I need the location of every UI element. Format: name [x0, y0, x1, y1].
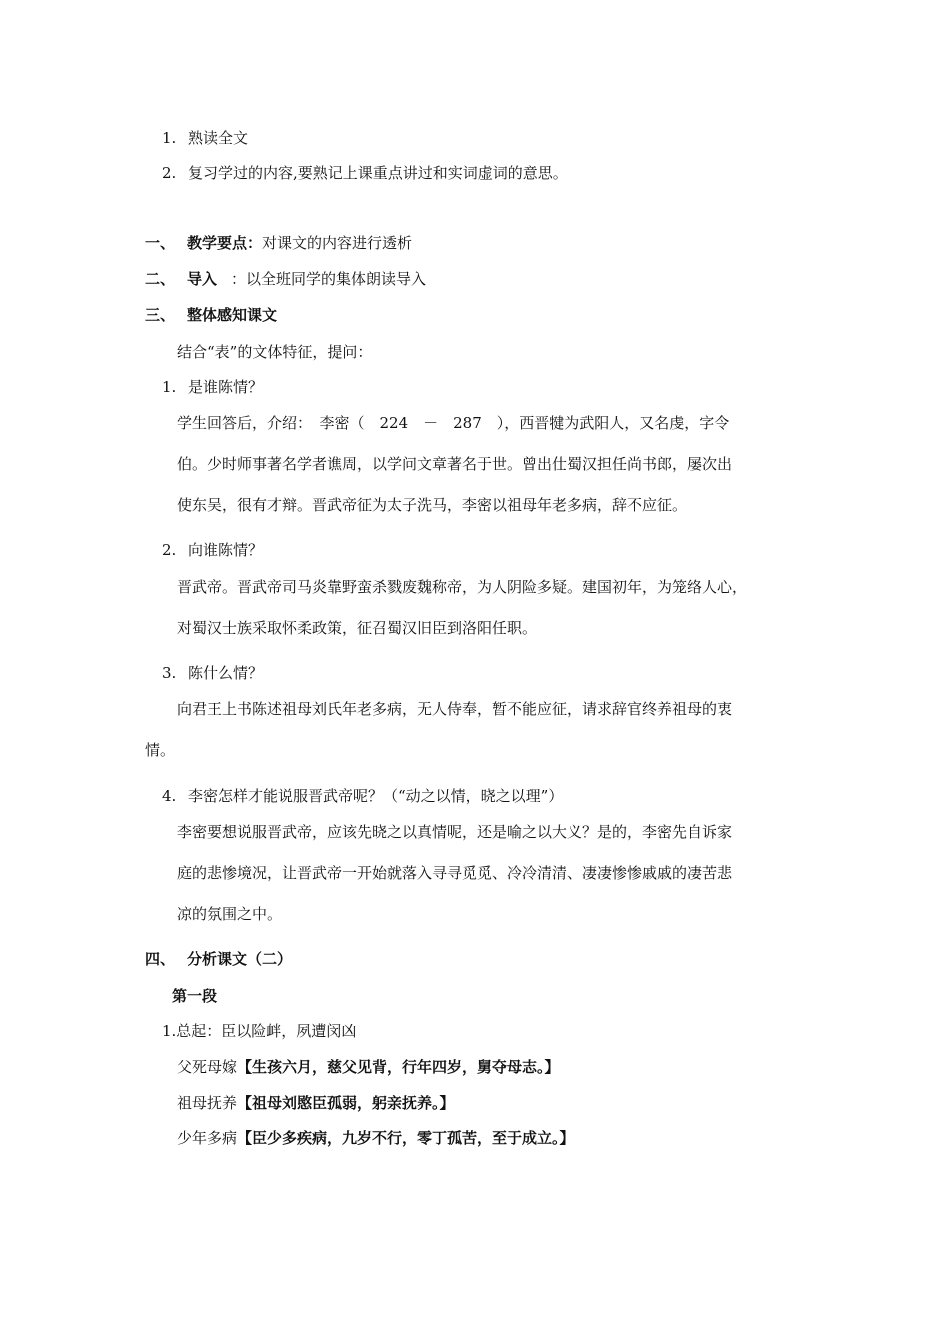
- prep-item-2: [162, 163, 568, 183]
- detail-label: 少年多病: [177, 1129, 238, 1147]
- detail-quote: 【臣少多疾病，九岁不行，零丁孤苦，至于成立。】: [237, 1129, 575, 1147]
- answer-line: 向君王上书陈述祖母刘氏年老多病，无人侍奉，暂不能应征，请求辞官终养祖母的衷: [177, 700, 733, 718]
- section-4: [145, 949, 292, 969]
- intro-text: 结合“表”的文体特征，提问：: [177, 343, 373, 361]
- prep-item-number: 1.: [162, 129, 177, 147]
- section-1: [145, 233, 412, 253]
- question-number: 1.: [162, 378, 177, 396]
- section-text: ：以全班同学的集体朗读导入: [231, 270, 427, 288]
- question-text: 向谁陈情？: [188, 541, 264, 559]
- answer-line: 庭的悲惨境况，让晋武帝一开始就落入寻寻觅觅、冷冷清清、凄凄惨惨戚戚的凄苦悲: [177, 864, 733, 882]
- answer-line: 情。: [145, 741, 176, 759]
- detail-item: [177, 1057, 560, 1077]
- section-number: 三、: [145, 306, 176, 324]
- question-number: 3.: [162, 664, 177, 682]
- paragraph-heading: 第一段: [172, 987, 218, 1005]
- prep-item-1: [162, 128, 248, 148]
- section-number: 一、: [145, 234, 176, 252]
- detail-quote: 【生孩六月，慈父见背，行年四岁，舅夺母志。】: [237, 1058, 560, 1076]
- answer-line: 李密要想说服晋武帝，应该先晓之以真情呢，还是喻之以大义？是的，李密先自诉家: [177, 823, 733, 841]
- answer-line: 伯。少时师事著名学者谯周，以学问文章著名于世。曾出仕蜀汉担任尚书郎，屡次出: [177, 455, 733, 473]
- question-number: 2.: [162, 541, 177, 559]
- section-number: 二、: [145, 270, 176, 288]
- question-3: [162, 663, 263, 683]
- answer-line: 晋武帝。晋武帝司马炎靠野蛮杀戮废魏称帝，为人阴险多疑。建国初年，为笼络人心，: [177, 578, 748, 596]
- prep-item-text: 复习学过的内容,要熟记上课重点讲过和实词虚词的意思。: [188, 164, 568, 182]
- detail-item: [177, 1093, 455, 1113]
- answer-line: 对蜀汉士族采取怀柔政策，征召蜀汉旧臣到洛阳任职。: [177, 619, 538, 637]
- prep-item-number: 2.: [162, 164, 177, 182]
- detail-item: [177, 1128, 575, 1148]
- question-text: 李密怎样才能说服晋武帝呢？（“动之以情，晓之以理”）: [188, 787, 564, 805]
- detail-quote: 【祖母刘愍臣孤弱，躬亲抚养。】: [237, 1094, 455, 1112]
- section-title: 整体感知课文: [187, 306, 278, 324]
- answer-line: 凉的氛围之中。: [177, 905, 283, 923]
- section-3: [145, 305, 277, 325]
- prep-item-text: 熟读全文: [188, 129, 249, 147]
- section-number: 四、: [145, 950, 176, 968]
- question-1: [162, 377, 263, 397]
- section-text: 对课文的内容进行透析: [262, 234, 413, 252]
- question-text: 陈什么情？: [188, 664, 264, 682]
- question-text: 是谁陈情？: [188, 378, 264, 396]
- answer-line: 学生回答后，介绍： 李密（ 224 － 287 ），西晋犍为武阳人，又名虔，字令: [177, 414, 730, 432]
- question-2: [162, 540, 263, 560]
- section-2: [145, 269, 426, 289]
- section-title: 分析课文（二）: [187, 950, 293, 968]
- detail-label: 父死母嫁: [177, 1058, 238, 1076]
- section-title: 导入: [187, 270, 218, 288]
- detail-label: 祖母抚养: [177, 1094, 238, 1112]
- paragraph-summary: 1.总起：臣以险衅，夙遭闵凶: [162, 1022, 357, 1040]
- question-4: [162, 786, 563, 806]
- section-title: 教学要点：: [187, 234, 263, 252]
- question-number: 4.: [162, 787, 177, 805]
- answer-line: 使东吴，很有才辩。晋武帝征为太子洗马，李密以祖母年老多病，辞不应征。: [177, 496, 688, 514]
